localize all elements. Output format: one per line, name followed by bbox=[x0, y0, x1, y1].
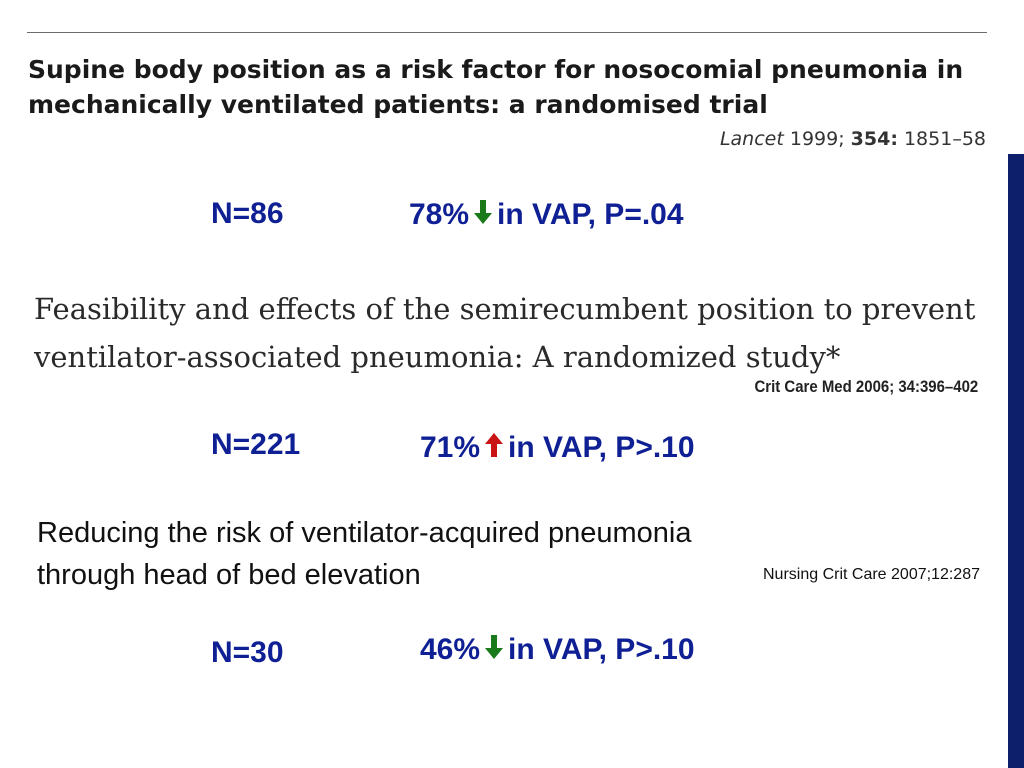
study1-title bbox=[28, 52, 988, 122]
study3-sample-size: N=30 bbox=[211, 636, 284, 669]
study2-result bbox=[420, 431, 695, 466]
study1-title-line1: Supine body position as a risk factor for nosocomial pneumonia in bbox=[28, 55, 964, 84]
study3-result-text: in VAP, P>.10 bbox=[508, 633, 695, 666]
study1-citation-pages: 1851–58 bbox=[897, 128, 986, 150]
right-accent-notch bbox=[1008, 0, 1024, 154]
study1-result bbox=[409, 198, 684, 233]
study2-title-line1: Feasibility and effects of the semirecumbent position to prevent bbox=[34, 292, 976, 326]
down-arrow-icon bbox=[484, 634, 504, 668]
study1-title-line2: mechanically ventilated patients: a randomised trial bbox=[28, 90, 768, 119]
study3-title-line1: Reducing the risk of ventilator-acquired pneumonia bbox=[37, 517, 692, 549]
top-divider bbox=[27, 32, 987, 33]
study1-citation-year: 1999; bbox=[783, 128, 851, 150]
study2-result-text: in VAP, P>.10 bbox=[508, 431, 695, 464]
study1-citation-volume: 354: bbox=[850, 128, 898, 150]
study1-result-text: in VAP, P=.04 bbox=[497, 198, 684, 231]
study3-citation: Nursing Crit Care 2007;12:287 bbox=[762, 566, 980, 583]
study1-sample-size: N=86 bbox=[211, 197, 284, 230]
study1-citation-journal: Lancet bbox=[719, 128, 784, 150]
study2-percent: 71% bbox=[420, 431, 481, 464]
study1-citation bbox=[720, 128, 986, 150]
study1-percent: 78% bbox=[409, 198, 470, 231]
study2-title bbox=[34, 285, 975, 381]
study2-sample-size: N=221 bbox=[211, 428, 301, 461]
study3-result bbox=[420, 633, 695, 668]
up-arrow-icon bbox=[484, 432, 504, 466]
down-arrow-icon bbox=[473, 199, 493, 233]
study3-title-line2: through head of bed elevation bbox=[37, 559, 421, 591]
study2-title-line2: ventilator-associated pneumonia: A randomized study* bbox=[34, 340, 841, 374]
study3-title bbox=[37, 512, 691, 596]
study2-citation: Crit Care Med 2006; 34:396–402 bbox=[754, 377, 978, 396]
study3-percent: 46% bbox=[420, 633, 481, 666]
